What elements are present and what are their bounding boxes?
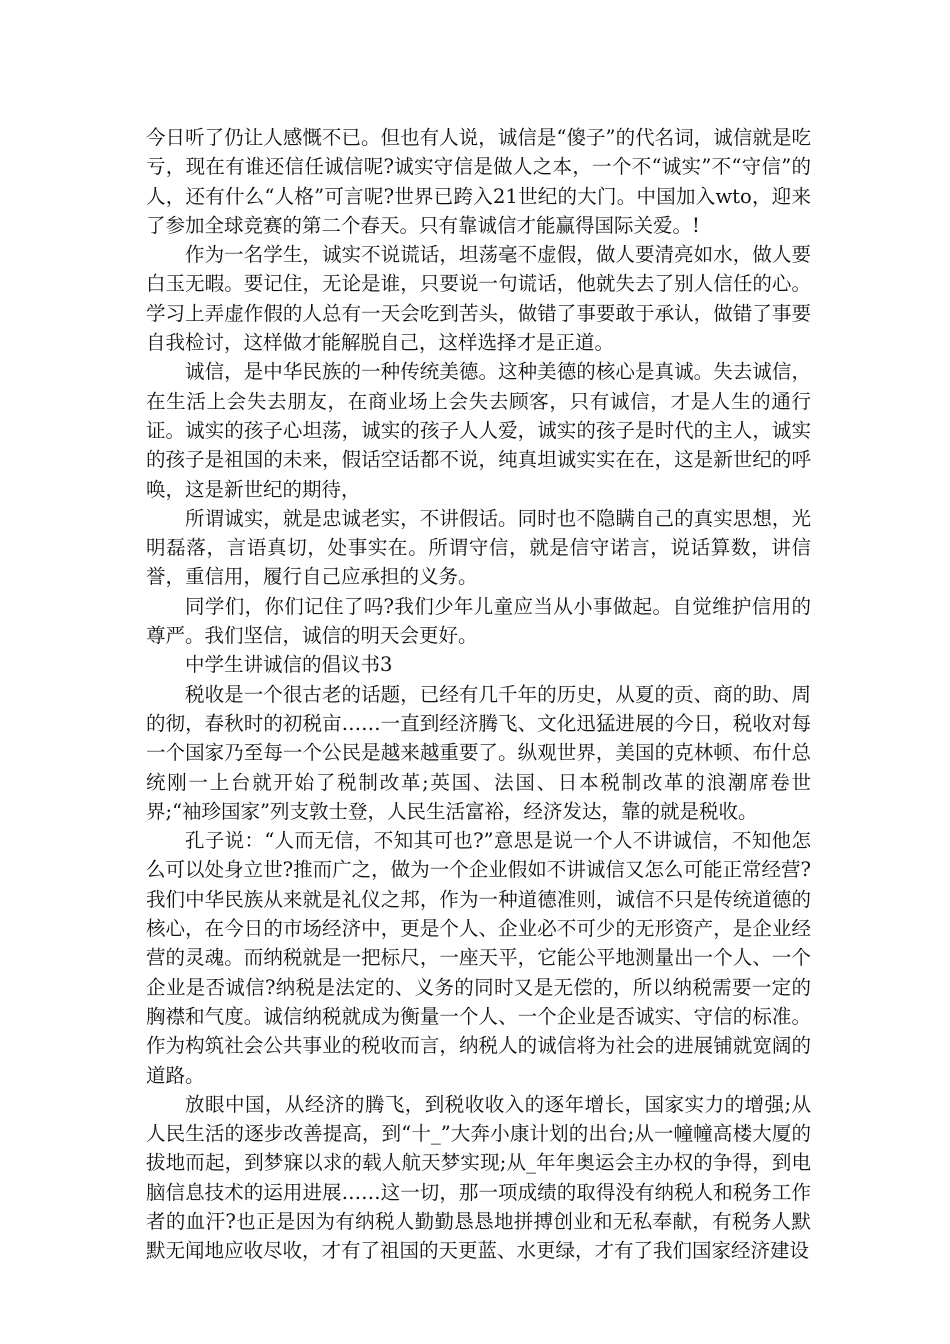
paragraph-confucius: 孔子说：“人而无信，不知其可也?”意思是说一个人不讲诚信，不知他怎么可以处身立世?推而广之，做为一个企业假如不讲诚信又怎么可能正常经营?我们中华民族从来就是礼仪之邦，作为一种道德准则，诚信不只是传统道德的核心，在今日的市场经济中，更是个人、企业必不可少的无形资产，是企业经营的灵魂。而纳税就是一把标尺，一座天平，它能公平地测量出一个人、一个企业是否诚信?纳税是法定的、义务的同时又是无偿的，所以纳税需要一定的胸襟和气度。诚信纳税就成为衡量一个人、一个企业是否诚实、守信的标准。作为构筑社会公共事业的税收而言，纳税人的诚信将为社会的进展铺就宽阔的道路。 bbox=[146, 829, 811, 1087]
paragraph-call-to-action: 同学们，你们记住了吗?我们少年儿童应当从小事做起。自觉维护信用的尊严。我们坚信，诚信的明天会更好。 bbox=[146, 594, 811, 648]
paragraph-virtue: 诚信，是中华民族的一种传统美德。这种美德的核心是真诚。失去诚信，在生活上会失去朋友，在商业场上会失去顾客，只有诚信，才是人生的通行证。诚实的孩子心坦荡，诚实的孩子人人爱，诚实的孩子是时代的主人，诚实的孩子是祖国的未来，假话空话都不说，纯真坦诚实实在在，这是新世纪的呼唤，这是新世纪的期待， bbox=[146, 360, 811, 501]
paragraph-china-development: 放眼中国，从经济的腾飞，到税收收入的逐年增长，国家实力的增强;从人民生活的逐步改善提高，到“十_”大奔小康计划的出台;从一幢幢高楼大厦的拔地而起，到梦寐以求的载人航天梦实现;从_年年奥运会主办权的争得，到电脑信息技术的运用进展……这一切，那一项成绩的取得没有纳税人和税务工作者的血汗?也正是因为有纳税人勤勤恳恳地拼搏创业和无私奉献，有税务人默默无闻地应收尽收，才有了祖国的天更蓝、水更绿，才有了我们国家经济建设 bbox=[146, 1092, 811, 1263]
paragraph-continued: 今日听了仍让人感慨不已。但也有人说，诚信是“傻子”的代名词，诚信就是吃亏，现在有谁还信任诚信呢?诚实守信是做人之本，一个不“诚实”不“守信”的人，还有什么“人格”可言呢?世界已跨入21世纪的大门。中国加入wto，迎来了参加全球竞赛的第二个春天。只有靠诚信才能赢得国际关爱。! bbox=[146, 126, 811, 237]
paragraph-student-honesty: 作为一名学生，诚实不说谎话，坦荡毫不虚假，做人要清亮如水，做人要白玉无暇。要记住，无论是谁，只要说一句谎话，他就失去了别人信任的心。学习上弄虚作假的人总有一天会吃到苦头，做错了事要敢于承认，做错了事要自我检讨，这样做才能解脱自己，这样选择才是正道。 bbox=[146, 243, 811, 355]
paragraph-definition: 所谓诚实，就是忠诚老实，不讲假话。同时也不隐瞒自己的真实思想，光明磊落，言语真切，处事实在。所谓守信，就是信守诺言，说话算数，讲信誉，重信用，履行自己应承担的义务。 bbox=[146, 506, 811, 589]
document-body bbox=[146, 123, 811, 1266]
paragraph-tax-history: 税收是一个很古老的话题，已经有几千年的历史，从夏的贡、商的助、周的彻，春秋时的初税亩……一直到经济腾飞、文化迅猛进展的今日，税收对每一个国家乃至每一个公民是越来越重要了。纵观世界，美国的克林顿、布什总统刚一上台就开始了税制改革;英国、法国、日本税制改革的浪潮席卷世界;“袖珍国家”列支敦士登，人民生活富裕，经济发达，靠的就是税收。 bbox=[146, 682, 811, 823]
section-heading: 中学生讲诚信的倡议书3 bbox=[185, 653, 393, 677]
